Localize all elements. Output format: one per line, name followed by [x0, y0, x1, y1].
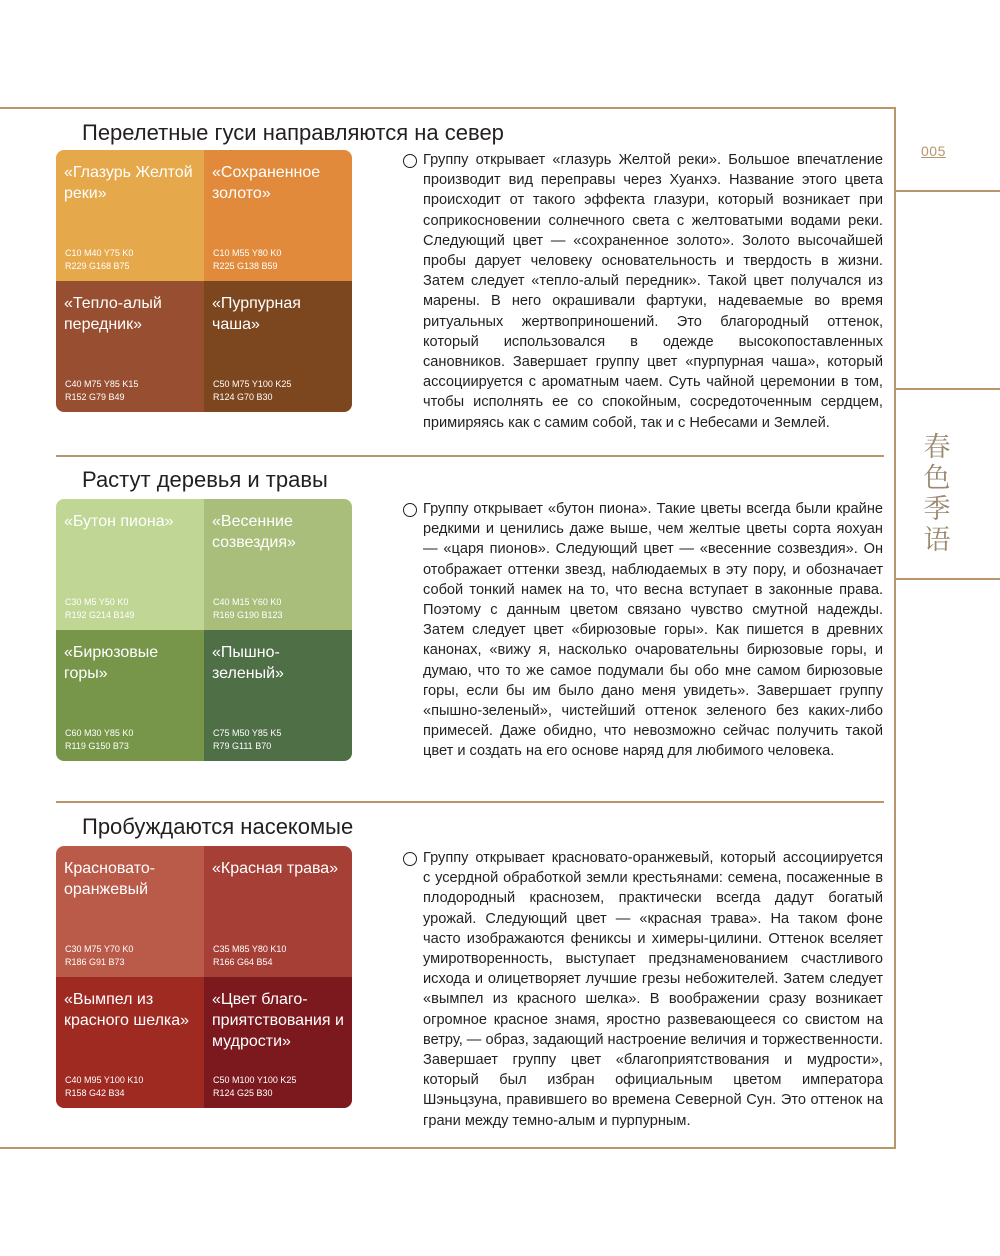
side-title-char: 色 — [923, 463, 951, 494]
swatch-rgb: R192 G214 B149 — [65, 610, 135, 620]
circle-bullet-icon — [403, 503, 417, 517]
swatch-name: «Сохраненное золото» — [212, 164, 321, 202]
swatch-name: «Весенние созвездия» — [212, 513, 296, 551]
color-swatch — [204, 150, 352, 281]
swatch-cmyk: C30 M5 Y50 K0 — [65, 597, 129, 607]
swatch-rgb: R119 G150 B73 — [65, 741, 129, 751]
side-rule-2 — [896, 388, 1000, 390]
section-text: Группу открывает «бутон пиона». Такие цветы всегда были крайне редкими и ценились даже выше, чем желтые цветы сорта яохуан — «царя пионов». Следующий цвет — «весенние созвездия». Он отображает оттенки звезд, наблюдаемых в эту пору, и обозначает собой тонкий намек на то, что весна вступает в законные права. Поэтому с данным цветом связано чувство смутной надежды. Затем следует цвет «бирюзовые горы». Как пишется в древних канонах, «вижу я, насколько очаровательны бирюзовые горы, и думаю, что то же самое подумали бы обо мне самом бирюзовые горы, если бы им было дано меня увидеть». Завершает группу «пышно-зеленый», чистейший оттенок зеленого без каких-либо примесей. Даже обидно, что невозможно сейчас получить такой цвет и создать на его основе наряд для любимого человека. — [423, 501, 883, 760]
side-title-char: 春 — [923, 432, 951, 463]
color-swatch — [56, 977, 204, 1108]
swatch-name: «Пышно-зеленый» — [212, 644, 284, 682]
swatch-rgb: R79 G111 B70 — [213, 741, 272, 751]
section-title: Пробуждаются насекомые — [82, 814, 354, 839]
section-title: Растут деревья и травы — [82, 467, 328, 492]
swatch-rgb: R186 G91 B73 — [65, 957, 125, 967]
swatch-name: «Тепло-алый передник» — [64, 295, 162, 333]
swatch-cmyk: C50 M100 Y100 K25 — [213, 1075, 297, 1085]
color-swatch — [204, 846, 352, 977]
section-text: Группу открывает «глазурь Желтой реки». Большое впечатление производит вид переправы через Хуанхэ. Название этого цвета происходит от такого эффекта глазури, который возникает при соприкосновении солнечного света с желтоватыми водами реки. Следующий цвет — «сохраненное золото». Золото высочайшей пробы дарует человеку основательность и твердость в жизни. Затем следует «тепло-алый передник». Такой цвет получался из марены. В него окрашивали фартуки, надеваемые во время ритуальных жертвоприношений. Это благородный оттенок, который использовался в одежде высокопоставленных сановников. Завершает группу цвет «пурпурная чаша», который ассоциируется с ароматным чаем. Суть чайной церемонии в том, чтобы исполнять ее со спокойным, сосредоточенным сердцем, примиряясь как с самим собой, так и с Небесами и Землей. — [423, 152, 883, 431]
color-swatch — [56, 150, 204, 281]
page-number: 005 — [921, 143, 946, 159]
circle-bullet-icon — [403, 154, 417, 168]
swatch-rgb: R124 G70 B30 — [213, 392, 273, 402]
swatch-rgb: R166 G64 B54 — [213, 957, 273, 967]
swatch-name: Красновато-оранжевый — [64, 860, 156, 898]
side-rule-1 — [896, 190, 1000, 192]
swatch-name: «Красная трава» — [212, 860, 339, 877]
swatch-cmyk: C40 M95 Y100 K10 — [65, 1075, 144, 1085]
swatch-name: «Цвет благо-приятствования и мудрости» — [212, 991, 344, 1050]
side-rule-3 — [896, 578, 1000, 580]
swatch-cmyk: C30 M75 Y70 K0 — [65, 944, 134, 954]
swatch-rgb: R158 G42 B34 — [65, 1088, 125, 1098]
side-title-char: 季 — [923, 494, 951, 525]
swatch-cmyk: C40 M15 Y60 K0 — [213, 597, 282, 607]
swatch-cmyk: C50 M75 Y100 K25 — [213, 379, 292, 389]
swatch-rgb: R225 G138 B59 — [213, 261, 278, 271]
circle-bullet-icon — [403, 852, 417, 866]
swatch-rgb: R124 G25 B30 — [213, 1088, 273, 1098]
color-swatch — [204, 281, 352, 412]
swatch-cmyk: C35 M85 Y80 K10 — [213, 944, 287, 954]
top-rule — [0, 107, 896, 109]
section-divider-2 — [56, 801, 884, 803]
color-swatch-grid — [56, 150, 352, 412]
color-swatch-grid — [56, 499, 352, 761]
section-title: Перелетные гуси направляются на север — [82, 120, 504, 145]
swatch-rgb: R152 G79 B49 — [65, 392, 125, 402]
swatch-cmyk: C60 M30 Y85 K0 — [65, 728, 134, 738]
side-title — [920, 432, 954, 556]
swatch-cmyk: C10 M40 Y75 K0 — [65, 248, 134, 258]
swatch-cmyk: C40 M75 Y85 K15 — [65, 379, 139, 389]
swatch-cmyk: C10 M55 Y80 K0 — [213, 248, 282, 258]
color-swatch — [56, 281, 204, 412]
swatch-name: «Вымпел из красного шелка» — [64, 991, 190, 1029]
swatch-cmyk: C75 M50 Y85 K5 — [213, 728, 282, 738]
color-swatch — [204, 977, 352, 1108]
color-swatch-grid — [56, 846, 352, 1108]
bottom-rule — [0, 1147, 896, 1149]
swatch-name: «Бутон пиона» — [64, 513, 174, 530]
swatch-rgb: R229 G168 B75 — [65, 261, 130, 271]
color-swatch — [204, 630, 352, 761]
section-text: Группу открывает красновато-оранжевый, который ассоциируется с усердной обработкой земли крестьянами: семена, посаженные в плодородный краснозем, практически всегда дадут богатый урожай. Следующий цвет — «красная трава». На таком фоне часто изображаются фениксы и химеры-цилини. Оттенок вселяет умиротворенность, выступает предзнаменованием счастливого исхода и олицетворяет лучшие грезы небожителей. Затем следует «вымпел из красного шелка». В воображении сразу возникает огромное красное знамя, яростно развевающееся со свистом на ветру, — образ, задающий настроение величия и торжественности. Завершает группу цвет «благоприятствования и мудрости», который был избран официальным цветом императора Шэньцзуна, правившего во времена Северной Сун. Это оттенок на грани между темно-алым и пурпурным. — [423, 850, 883, 1129]
swatch-name: «Глазурь Желтой реки» — [64, 164, 193, 202]
color-swatch — [204, 499, 352, 630]
color-swatch — [56, 630, 204, 761]
swatch-rgb: R169 G190 B123 — [213, 610, 283, 620]
side-title-char: 语 — [923, 525, 951, 556]
color-swatch — [56, 499, 204, 630]
section-divider-1 — [56, 455, 884, 457]
swatch-name: «Бирюзовые горы» — [64, 644, 159, 682]
swatch-name: «Пурпурная чаша» — [212, 295, 301, 333]
right-vertical-rule — [894, 107, 896, 1149]
color-swatch — [56, 846, 204, 977]
